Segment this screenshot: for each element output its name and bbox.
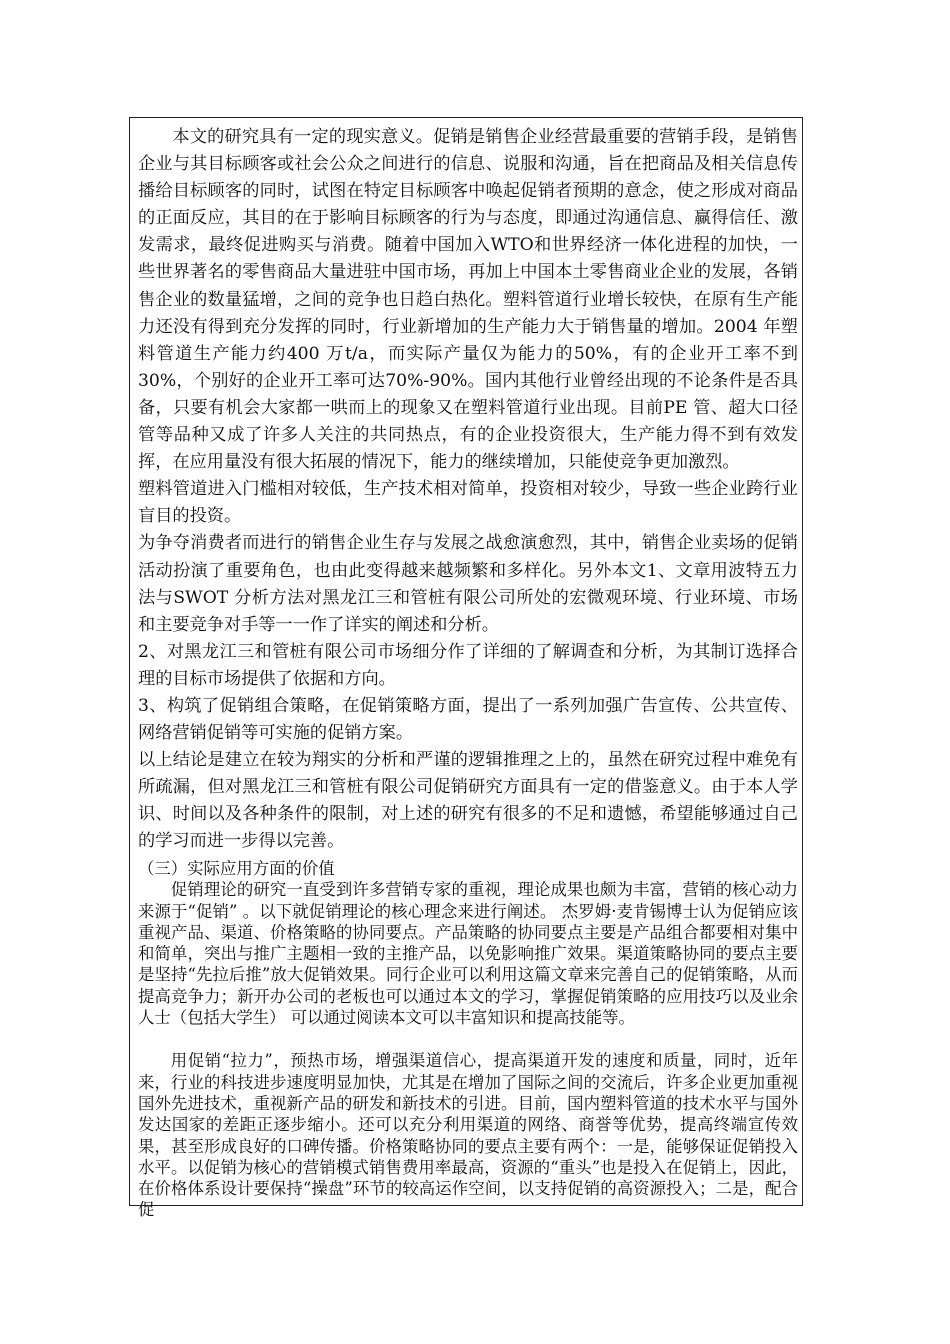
paragraph-research-significance: 本文的研究具有一定的现实意义。促销是销售企业经营最重要的营销手段，是销售企业与其目标顾客或社会公众之间进行的信息、说服和沟通，旨在把商品及相关信息传播给目标顾客的同时，试图在特定目标顾客中唤起促销者预期的意念，使之形成对商品的正面反应，其目的在于影响目标顾客的行为与态度，即通过沟通信息、赢得信任、激发需求，最终促进购买与消费。随着中国加入WTO和世界经济一体化进程的加快，一些世界著名的零售商品大量进驻中国市场，再加上中国本土零售商业企业的发展，各销售企业的数量猛增，之间的竞争也日趋白热化。塑料管道行业增长较快，在原有生产能力还没有得到充分发挥的同时，行业新增加的生产能力大于销售量的增加。2004 年塑料管道生产能力约400 万t/a，而实际产量仅为能力的50%，有的企业开工率不到30%，个别好的企业开工率可达70%-90%。国内其他行业曾经出现的不论条件是否具备，只要有机会大家都一哄而上的现象又在塑料管道行业出现。目前PE 管、超大口径管等品种又成了许多人关注的共同热点，有的企业投资很大，生产能力得不到有效发挥，在应用量没有很大拓展的情况下，能力的继续增加，只能使竞争更加激烈。	[138, 127, 798, 473]
table-frame	[129, 117, 803, 1220]
paragraph-conclusion: 以上结论是建立在较为翔实的分析和严谨的逻辑推理之上的，虽然在研究过程中难免有所疏漏，但对黑龙江三和管桩有限公司促销研究方面具有一定的借鉴意义。由于本人学识、时间以及各种条件的限制，对上述的研究有很多的不足和遗憾，希望能够通过自己的学习而进一步得以完善。	[138, 750, 798, 852]
lower-text-block	[138, 858, 798, 1221]
paragraph-pull-strategy: 用促销“拉力”，预热市场，增强渠道信心，提高渠道开发的速度和质量，同时，近年来，行业的科技进步速度明显加快，尤其是在增加了国际之间的交流后，许多企业更加重视国外先进技术，重视新产品的研发和新技术的引进。目前，国内塑料管道的技术水平与国外发达国家的差距正逐步缩小。还可以充分利用渠道的网络、商誉等优势，提高终端宣传效果，甚至形成良好的口碑传播。价格策略协同的要点主要有两个：一是，能够保证促销投入水平。以促销为核心的营销模式销售费用率最高，资源的“重头”也是投入在促销上，因此，在价格体系设计要保持“操盘”环节的较高运作空间，以支持促销的高资源投入；二是，配合促	[138, 1051, 798, 1220]
paragraph-promotion-theory: 促销理论的研究一直受到许多营销专家的重视，理论成果也颇为丰富，营销的核心动力来源于“促销” 。以下就促销理论的核心理念来进行阐述。 杰罗姆·麦肯锡博士认为促销应该重视产品、渠道、价格策略的协同要点。产品策略的协同要点主要是产品组合都要相对集中和简单，突出与推广主题相一致的主推产品，以免影响推广效果。渠道策略协同的要点主要是坚持“先拉后推”放大促销效果。同行企业可以利用这篇文章来完善自己的促销策略，从而提高竞争力；新开办公司的老板也可以通过本文的学习，掌握促销策略的应用技巧以及业余人士（包括大学生） 可以通过阅读本文可以丰富知识和提高技能等。	[138, 880, 798, 1028]
paragraph-market-segment: 2、对黑龙江三和管桩有限公司市场细分作了详细的了解调查和分析，为其制订选择合理的目标市场提供了依据和方向。	[138, 641, 798, 689]
paragraph-spacer	[138, 1028, 798, 1050]
paragraph-promotion-mix: 3、构筑了促销组合策略，在促销策略方面，提出了一系列加强广告宣传、公共宣传、网络营销促销等可实施的促销方案。	[138, 695, 798, 744]
section-heading: （三）实际应用方面的价值	[138, 859, 335, 878]
paragraph-competition: 为争夺消费者而进行的销售企业生存与发展之战愈演愈烈，其中，销售企业卖场的促销活动扮演了重要角色，也由此变得越来越频繁和多样化。另外本文1、文章用波特五力法与SWOT 分析方法对黑龙江三和管桩有限公司所处的宏微观环境、行业环境、市场和主要竞争对手等一一作了详实的阐述和分析。	[138, 533, 798, 635]
upper-text-block	[138, 124, 798, 856]
paragraph-entry-barrier: 塑料管道进入门槛相对较低，生产技术相对简单，投资相对较少，导致一些企业跨行业盲目的投资。	[138, 479, 798, 527]
